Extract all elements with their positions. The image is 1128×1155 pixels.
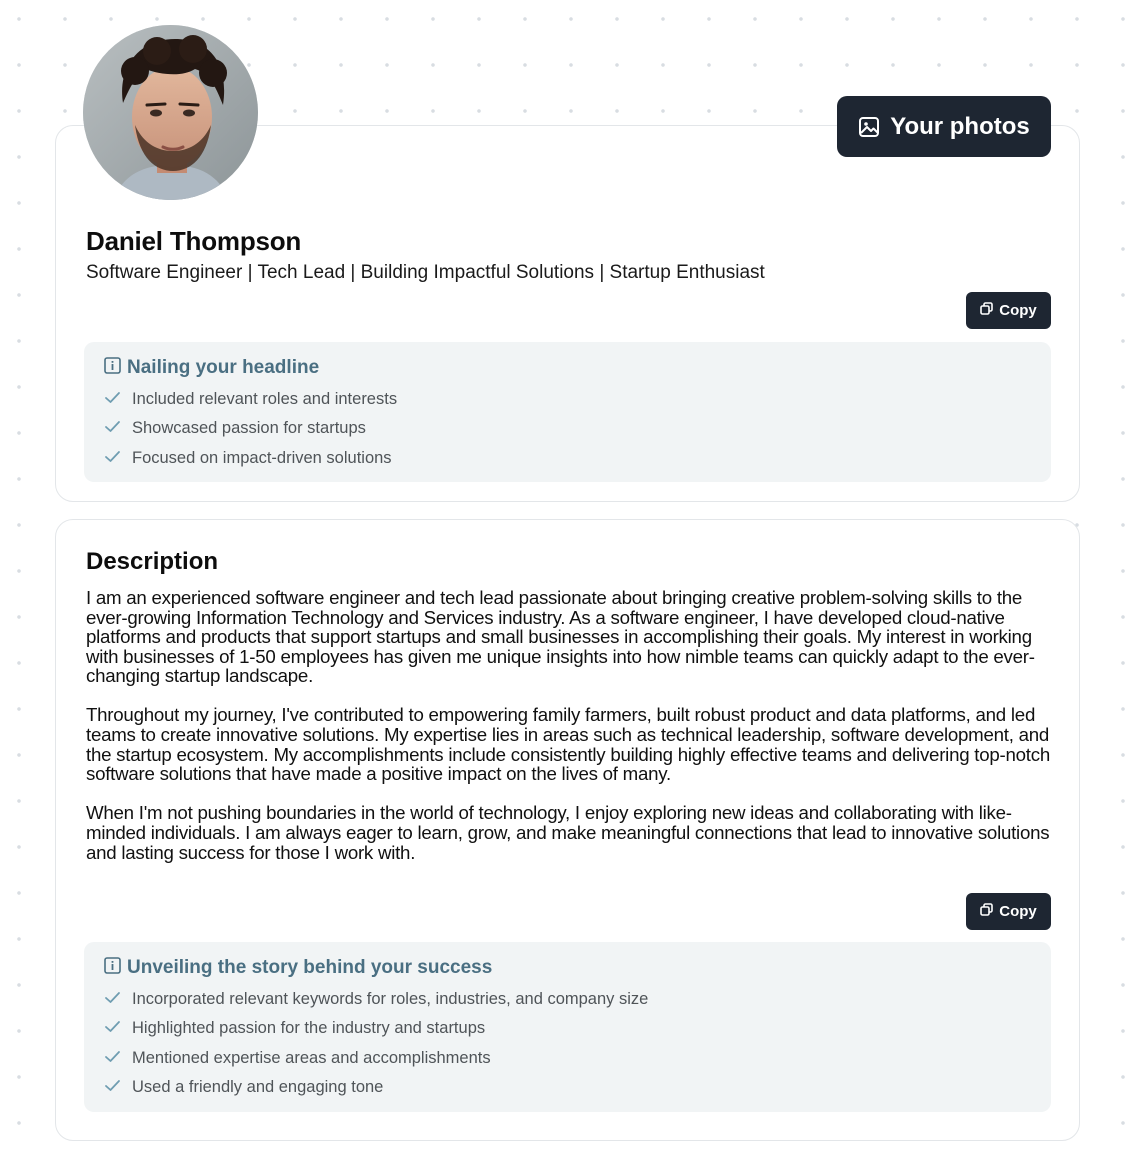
list-item	[104, 985, 1031, 1014]
profile-headline: Software Engineer | Tech Lead | Building Impactful Solutions | Startup Enthusiast	[86, 262, 765, 283]
tip-text: Mentioned expertise areas and accomplishments	[132, 1048, 491, 1067]
copy-description-button[interactable]	[966, 893, 1051, 930]
copy-headline-button[interactable]	[966, 292, 1051, 329]
info-icon	[104, 357, 121, 380]
check-icon	[104, 1078, 121, 1097]
list-item	[104, 414, 1031, 443]
description-title: Description	[86, 548, 219, 575]
copy-description-label: Copy	[999, 903, 1037, 920]
profile-avatar	[83, 25, 258, 200]
list-item	[104, 1044, 1031, 1073]
check-icon	[104, 449, 121, 468]
image-icon	[858, 116, 880, 138]
description-tips-title-text: Unveiling the story behind your success	[127, 957, 493, 978]
description-tips-title	[104, 956, 1031, 980]
tip-text: Included relevant roles and interests	[132, 390, 398, 409]
copy-icon	[980, 302, 993, 319]
headline-tips-panel	[84, 342, 1051, 482]
description-paragraph: Throughout my journey, I've contributed to empowering family farmers, built robust product and data platforms, and led teams to create innovative solutions. My expertise lies in areas such as technical leadership, software development, and the startup ecosystem. My accomplishments include consistently building highly effective teams and delivering top-notch software solutions that have made a positive impact on the lives of many.	[86, 704, 1050, 785]
description-body	[86, 588, 1061, 882]
your-photos-button[interactable]	[837, 96, 1051, 157]
list-item	[104, 1014, 1031, 1043]
info-icon	[104, 957, 121, 980]
tip-text: Incorporated relevant keywords for roles, industries, and company size	[132, 990, 649, 1009]
tip-text: Highlighted passion for the industry and startups	[132, 1019, 486, 1038]
copy-icon	[980, 903, 993, 920]
description-card	[55, 519, 1080, 1141]
description-paragraph: When I'm not pushing boundaries in the world of technology, I enjoy exploring new ideas and collaborating with like-minded individuals. I am always eager to learn, grow, and make meaningful connections that lead to innovative solutions and lasting success for those I work with.	[86, 802, 1050, 863]
check-icon	[104, 1019, 121, 1038]
headline-tips-title-text: Nailing your headline	[127, 357, 320, 378]
check-icon	[104, 1049, 121, 1068]
description-tips-panel	[84, 942, 1051, 1112]
check-icon	[104, 390, 121, 409]
check-icon	[104, 990, 121, 1009]
headline-tips-list	[104, 385, 1031, 473]
list-item	[104, 385, 1031, 414]
profile-photo-illustration	[83, 25, 258, 200]
list-item	[104, 444, 1031, 473]
profile-name: Daniel Thompson	[86, 226, 302, 256]
tip-text: Used a friendly and engaging tone	[132, 1078, 384, 1097]
check-icon	[104, 419, 121, 438]
description-tips-list	[104, 985, 1031, 1102]
tip-text: Showcased passion for startups	[132, 419, 366, 438]
tip-text: Focused on impact-driven solutions	[132, 448, 392, 467]
copy-headline-label: Copy	[999, 302, 1037, 319]
description-paragraph: I am an experienced software engineer and tech lead passionate about bringing creative problem-solving skills to the ever-growing Information Technology and Services industry. As a software engineer, I have developed cloud-native platforms and products that support startups and small businesses in accomplishing their goals. My interest in working with businesses of 1-50 employees has given me unique insights into how nimble teams can quickly adapt to the ever-changing startup landscape.	[86, 587, 1035, 687]
list-item	[104, 1073, 1031, 1102]
headline-tips-title	[104, 356, 1031, 380]
your-photos-label: Your photos	[890, 112, 1030, 140]
